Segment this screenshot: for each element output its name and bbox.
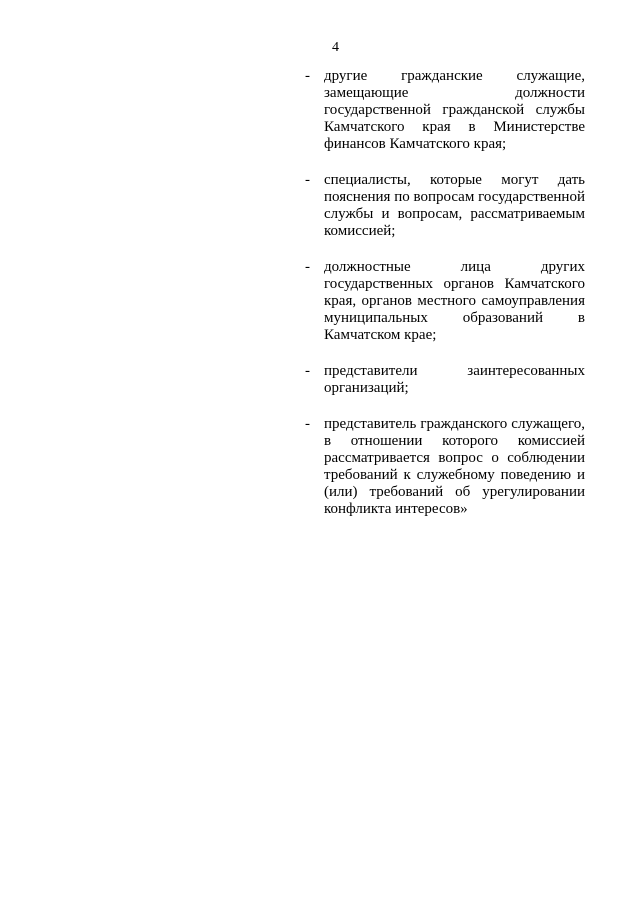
list-marker: - xyxy=(305,363,310,379)
list-item xyxy=(303,172,585,240)
list-marker: - xyxy=(305,259,310,275)
list-marker: - xyxy=(305,68,310,84)
list-item xyxy=(303,259,585,344)
list-marker: - xyxy=(305,416,310,432)
list-item-text: должностные лица других государственных органов Камчатского края, органов местного самоуправления муниципальных образований в Камчатском крае; xyxy=(324,259,585,343)
list-item-text: специалисты, которые могут дать пояснения по вопросам государственной службы и вопросам, рассматриваемым комиссией; xyxy=(324,172,585,239)
list-item-text: представитель гражданского служащего, в отношении которого комиссией рассматривается вопрос о соблюдении требований к служебному поведению и (или) требований об урегулировании конфликта интересов» xyxy=(324,416,585,517)
list-item xyxy=(303,416,585,518)
list-item-text: представители заинтересованных организаций; xyxy=(324,363,585,396)
list-item xyxy=(303,68,585,153)
participants-list xyxy=(303,68,585,537)
list-item-text: другие гражданские служащие, замещающие должности государственной гражданской службы Камчатского края в Министерстве финансов Камчатского края; xyxy=(324,68,585,152)
page-number: 4 xyxy=(332,40,339,55)
list-item xyxy=(303,363,585,397)
list-marker: - xyxy=(305,172,310,188)
